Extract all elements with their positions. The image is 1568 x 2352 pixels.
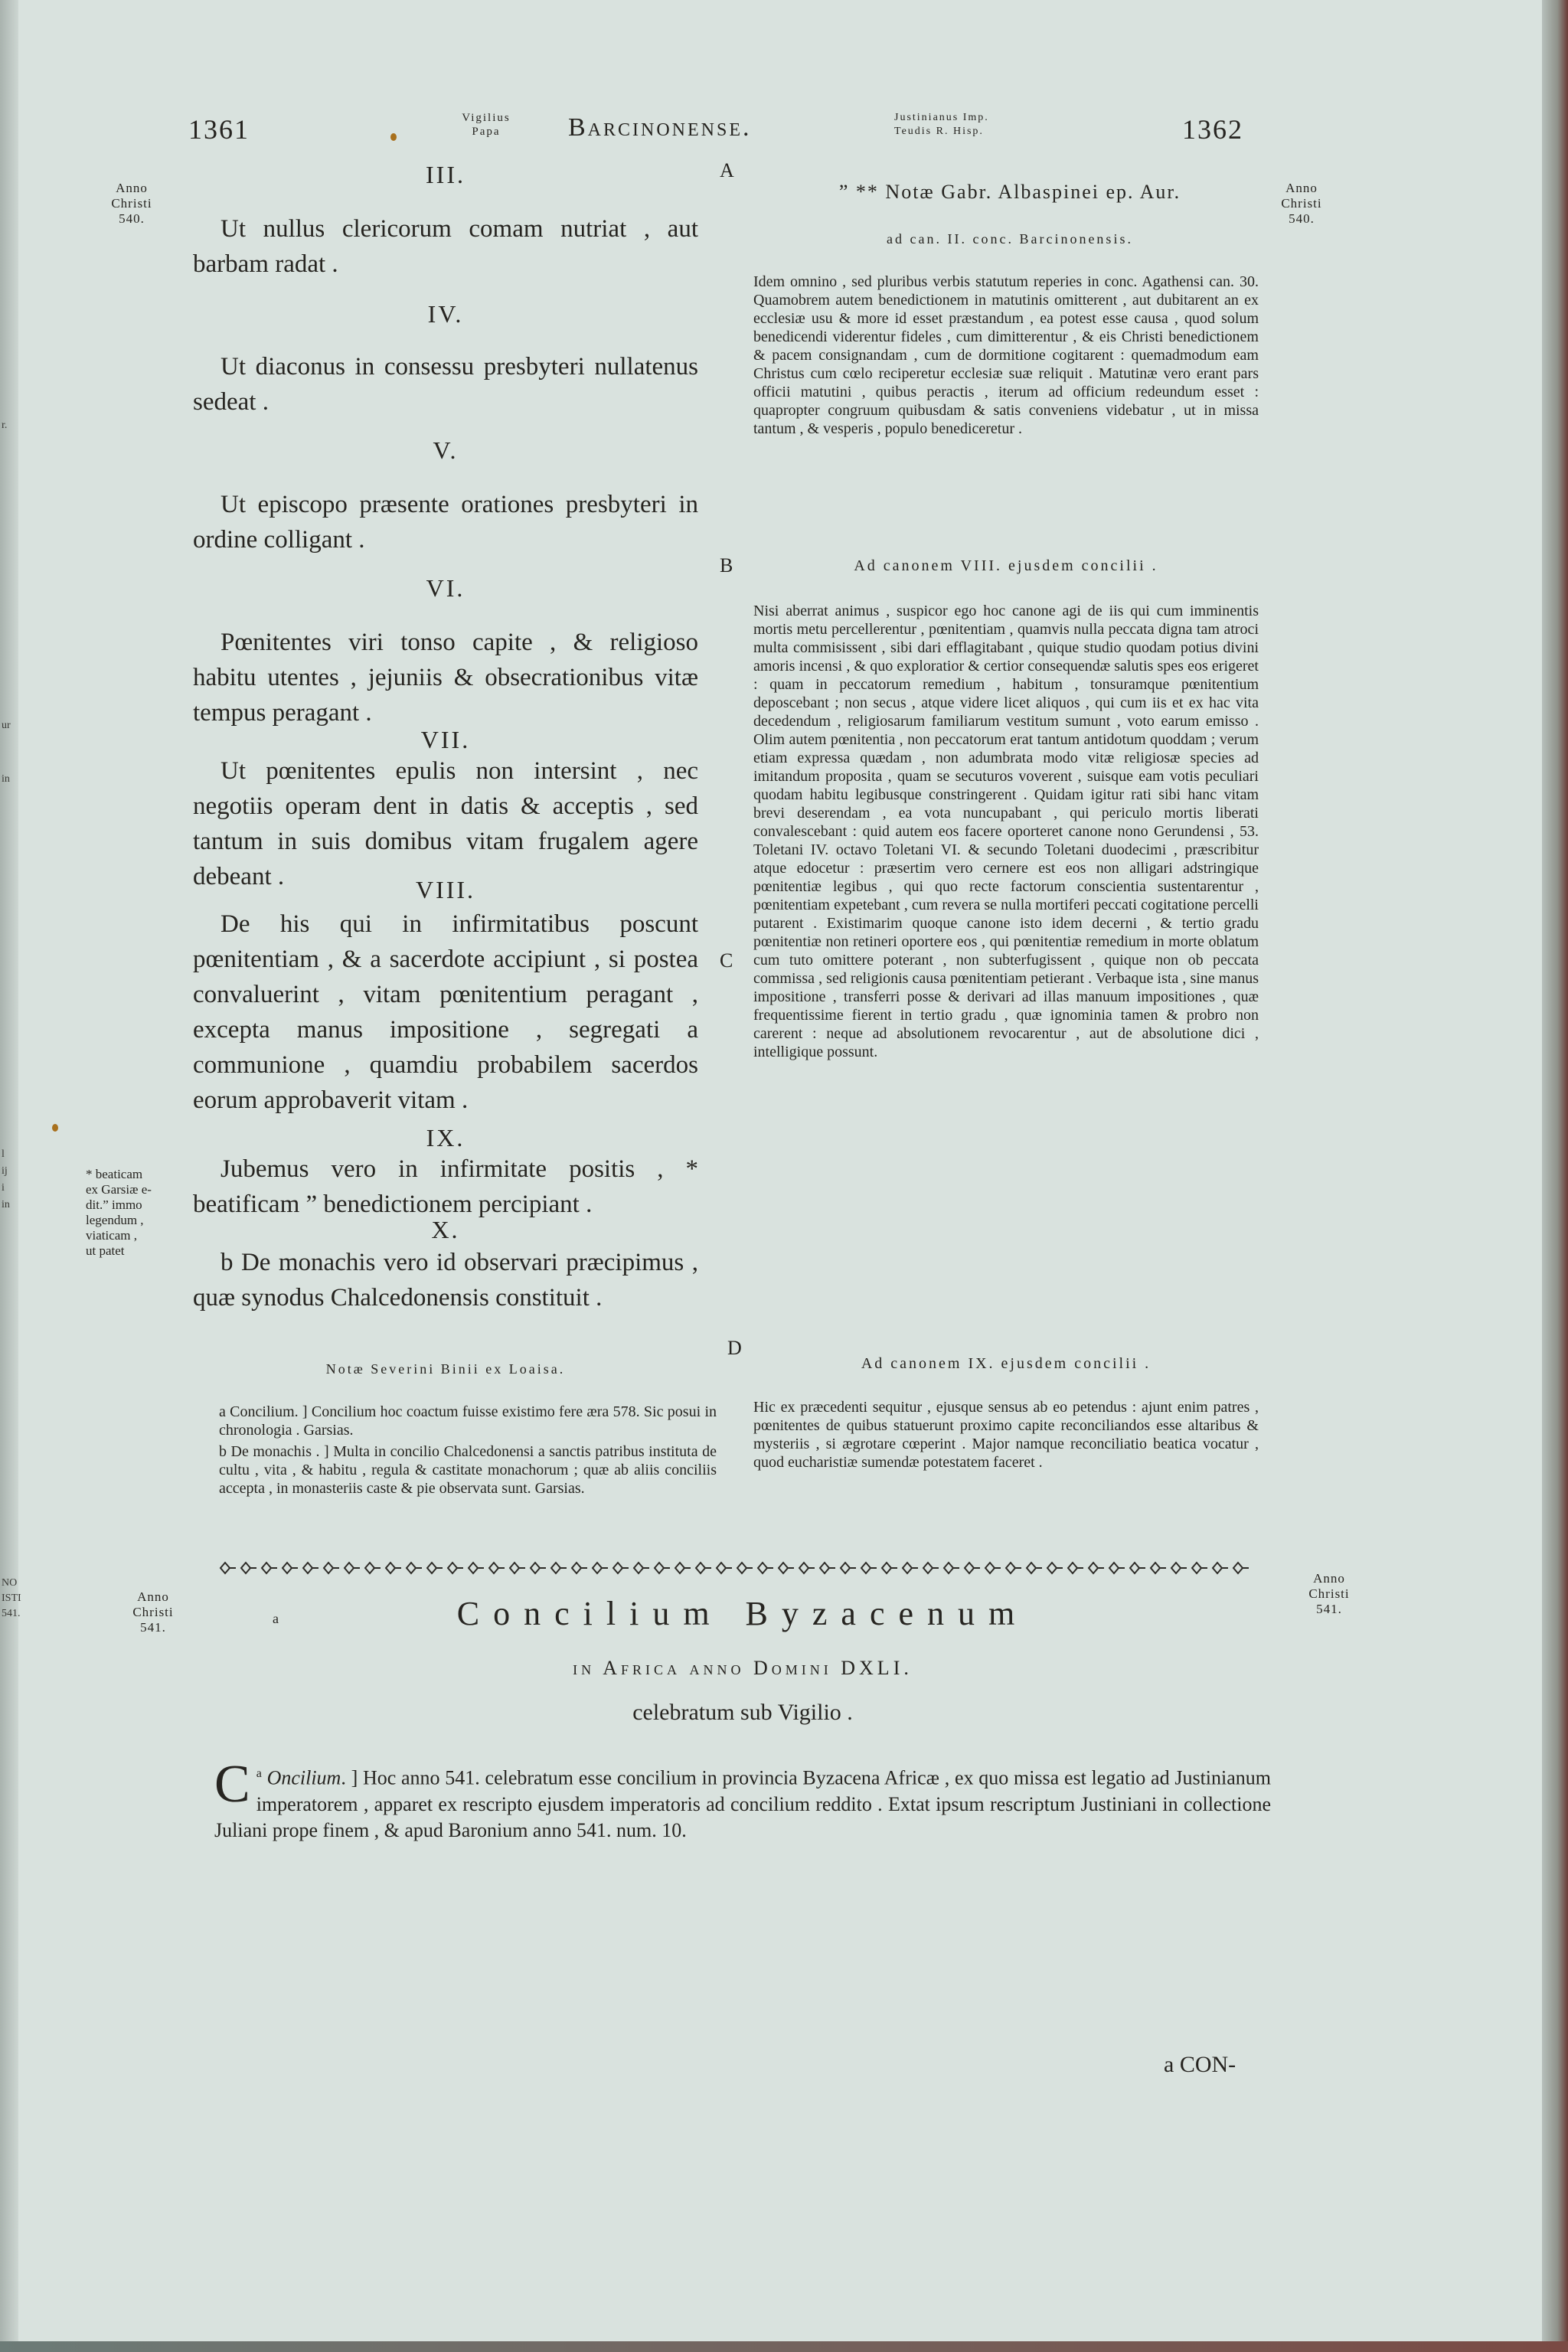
edge-fragment: i xyxy=(2,1182,5,1194)
council-note-text: . ] Hoc anno 541. celebratum esse concilium in provincia Byzacena Africæ , ex quo missa est legatio ad Justinianum imperatorem , apparet ex rescripto ejusdem imperatoris ad concilium reddito . Extat ipsum rescriptum Justiniani in collectione Juliani prope finem , & apud Baronium anno 541. num. 10. xyxy=(214,1766,1272,1841)
ornament-unit xyxy=(696,1563,711,1573)
albaspinei-subheading: ad can. II. conc. Barcinonensis. xyxy=(887,231,1133,247)
ornament-unit xyxy=(283,1563,298,1573)
canon-number: X. xyxy=(431,1216,460,1243)
margin-anno: Anno xyxy=(1285,181,1318,195)
ad-canonem-ix-note xyxy=(753,1398,1259,1475)
ink-spot xyxy=(390,133,397,141)
council-subtitle: in Africa anno Domini DXLI. xyxy=(573,1657,913,1679)
running-head-right-small xyxy=(894,111,1070,139)
ornament-unit xyxy=(861,1563,877,1573)
ornament-unit xyxy=(779,1563,794,1573)
margin-note-line: ut patet xyxy=(86,1243,125,1258)
council-note-lead: Oncilium xyxy=(266,1766,341,1789)
ornament-unit xyxy=(799,1563,815,1573)
section-letter-a: A xyxy=(720,159,734,181)
page-number-right: 1362 xyxy=(1182,114,1243,145)
canon-text: Ut nullus clericorum comam nutriat , aut barbam radat . xyxy=(193,215,698,278)
council-note-dropcap: C xyxy=(214,1755,250,1814)
ornament-unit xyxy=(345,1563,360,1573)
binii-note-b: b De monachis . ] Multa in concilio Chalcedonensi a sanctis patribus instituta de cultu , vita , & habitu , regula & castitate monachorum ; quæ ab aliis conciliis accepta , in monasteriis caste & pie observata sunt. Garsias. xyxy=(219,1443,717,1497)
ornament-unit xyxy=(469,1563,484,1573)
ornament-unit xyxy=(634,1563,649,1573)
canon-number: VIII. xyxy=(415,876,476,903)
ornament-unit xyxy=(944,1563,959,1573)
ornament-unit xyxy=(448,1563,463,1573)
margin-year-left-bottom xyxy=(107,1589,199,1635)
margin-christi: Christi xyxy=(111,196,152,211)
ornament-unit xyxy=(1171,1563,1187,1573)
running-head-right-line1: Justinianus Imp. xyxy=(894,112,989,123)
ornament-unit xyxy=(262,1563,277,1573)
ornament-unit xyxy=(241,1563,256,1573)
ornament-unit xyxy=(1233,1563,1249,1573)
margin-anno: Anno xyxy=(137,1589,169,1604)
running-head-title: Barcinonense. xyxy=(568,113,752,142)
ornament-unit xyxy=(365,1563,381,1573)
margin-year: 541. xyxy=(1316,1602,1342,1616)
running-head-right-line2: Teudis R. Hisp. xyxy=(894,126,984,137)
ornament-unit xyxy=(965,1563,980,1573)
ornament-unit xyxy=(551,1563,567,1573)
ornament-unit xyxy=(737,1563,753,1573)
margin-anno: Anno xyxy=(1313,1571,1345,1586)
edge-fragment: 541. xyxy=(2,1608,21,1619)
margin-year-right-top xyxy=(1256,181,1348,227)
ornament-unit xyxy=(1213,1563,1228,1573)
margin-note-line: * beaticam xyxy=(86,1167,143,1181)
ornament-unit xyxy=(1068,1563,1083,1573)
canon-number: VII. xyxy=(420,726,471,753)
edge-fragment: l xyxy=(2,1148,5,1160)
running-head-left-line2: Papa xyxy=(472,126,501,138)
margin-note-line: dit.” immo xyxy=(86,1197,142,1212)
ad-canonem-viii-note xyxy=(753,602,1259,1064)
ornament-unit xyxy=(841,1563,856,1573)
ornament-unit xyxy=(882,1563,897,1573)
canon-text: De his qui in infirmitatibus poscunt pœnitentiam , & a sacerdote accipiunt , si postea convaluerint , vitam pœnitentium peragant , excepta manus impositione , segregati a communione , quamdiu probabilem sacerdos eorum approbaverit vitam . xyxy=(193,910,698,1114)
canon-text: Ut episcopo præsente orationes presbyteri in ordine colligant . xyxy=(193,491,698,554)
ink-spot xyxy=(52,1124,58,1132)
ornament-unit xyxy=(303,1563,318,1573)
margin-christi: Christi xyxy=(132,1605,174,1619)
section-letter-b: B xyxy=(720,554,733,577)
margin-note-line: viaticam , xyxy=(86,1228,138,1243)
edge-fragment: in xyxy=(2,773,10,785)
ornament-unit xyxy=(985,1563,1001,1573)
margin-year-right-bottom xyxy=(1283,1571,1375,1617)
ornament-unit xyxy=(324,1563,339,1573)
ornament-unit xyxy=(1027,1563,1042,1573)
canon-number: V. xyxy=(433,436,459,464)
binii-notes-heading: Notæ Severini Binii ex Loaisa. xyxy=(325,1361,566,1377)
ornament-unit xyxy=(1192,1563,1207,1573)
margin-year: 541. xyxy=(140,1620,166,1635)
ornament-unit xyxy=(1089,1563,1104,1573)
council-note-mark: a xyxy=(256,1767,262,1780)
ornament-unit xyxy=(820,1563,835,1573)
ornament-unit xyxy=(489,1563,505,1573)
canon-text: b De monachis vero id observari præcipimus , quæ synodus Chalcedonensis constituit . xyxy=(193,1249,698,1312)
ornament-unit xyxy=(572,1563,587,1573)
canon-number: IV. xyxy=(427,300,464,328)
page-bottom-edge xyxy=(0,2341,1568,2352)
canon-number: IX. xyxy=(426,1124,466,1152)
margin-year-left-top xyxy=(86,181,178,227)
edge-fragment: ur xyxy=(2,720,11,731)
ornament-unit xyxy=(510,1563,525,1573)
ornament-unit xyxy=(427,1563,443,1573)
ornament-unit xyxy=(923,1563,939,1573)
edge-fragment: r. xyxy=(2,420,8,431)
margin-year: 540. xyxy=(119,211,145,226)
page-edge xyxy=(1542,0,1568,2352)
ad-canonem-ix-heading: Ad canonem IX. ejusdem concilii . xyxy=(861,1355,1152,1372)
binii-note-a: a Concilium. ] Concilium hoc coactum fuisse existimo fere æra 578. Sic posui in chronologia . Garsias. xyxy=(219,1403,717,1439)
canon-number: III. xyxy=(426,161,466,188)
edge-fragment: ISTI xyxy=(2,1592,21,1604)
canon-number: VI. xyxy=(426,574,466,602)
catchword: a CON- xyxy=(1164,2052,1236,2077)
canon-text: Jubemus vero in infirmitate positis , * beatificam ” benedictionem percipiant . xyxy=(193,1155,698,1218)
running-head-left-line1: Vigilius xyxy=(462,112,511,124)
ad-canonem-viii-text: Nisi aberrat animus , suspicor ego hoc canone agi de iis qui cum imminentis mortis metu percellerentur , pœnitentiam , quamvis nulla peccata digna tam atroci multa commisissent , sibi dari efflagitabant , quique studio quodam potius divini amoris incensi , & quo exploratior & certior consequendæ salutis spes eos erigeret : quam in peccatorum remedium , habitum , tonsuramque pœnitentium deposcebant ; non secus , atque videre licet aliquos , qui cum iis et ex hac vita decedendum , religiosarum familiarum vestitum sumunt , voto earum emisso . Olim autem pœnitentia , non peccatorum erat tantum antidotum quoddam ; verum etiam expressa quædam , non adumbrata modo vitæ religiosæ species ad imitandum proposita , quam se secuturos voverent , suisque eam votis peculiari quodam habitu legibusque constringerent . Quidam igitur rati sibi hanc vitam brevi deserendam , ea vota nuncupabant , qui periculo mortis liberati convalescebant : quid autem eos facere oporteret canone nono Gerundensi , 53. Toletani IV. octavo Toletani VI. & secundo Toletani duodecimi , præscribitur atque edocetur : præsertim vero cernere est eos non alligari adstringique pœnitentiæ legibus , qui quo recte factorum conscientia sustentarentur , pœnitentiam expetebant , cum revera se nulla mortiferi peccati cogitatione percelli putarent . Existimarim quoque canone isto idem decerni , & tertio gradu pœnitentiæ non retineri oportere eos , qui pœnitentiæ remedium in morte oblatum cum tuto omittere poterant , non subterfugissent , quique non ob peccata commissa , sed religionis causa pœnitentiam petierant . Verbaque ista , sine manus impositione , transferri posse & derivari ad illas manuum impositiones , quæ frequentissime fierent in tertio gradu , quæ ignominia tamen & probro non carerent : neque ad absolutionem revocarentur , aut de absolutione dici , intelligique possunt. xyxy=(753,603,1259,1060)
ad-canonem-viii-heading: Ad canonem VIII. ejusdem concilii . xyxy=(854,557,1158,574)
ornament-unit xyxy=(1006,1563,1021,1573)
albaspinei-text: Idem omnino , sed pluribus verbis statutum reperies in conc. Agathensi can. 30. Quamobrem autem benedictionem in matutinis omitterent , aut dubitarent an ex ecclesiæ usu & more id esset præstandum , ea potest esse causa , quod solum benedicendi viderentur fideles , cum dimitterentur , & eis Christi benedictionem & pacem consignandam , cum de dormitione cogitarent : quemadmodum eam Christus cum cœlo reciperetur ecclesiæ suæ reliquit . Matutinæ vero erant pars officii matutini , quibus peractis , iterum ad officium redeundum esset : quapropter congruum quibusdam & satis conveniens videbatur , ut in missa tantum , & vesperis , populo benediceretur . xyxy=(753,273,1259,437)
section-letter-c: C xyxy=(720,949,733,972)
ornament-unit xyxy=(386,1563,401,1573)
margin-note-beaticam xyxy=(86,1167,193,1259)
edge-fragment: in xyxy=(2,1199,10,1210)
edge-fragment: NO xyxy=(2,1577,18,1589)
ornament-unit xyxy=(220,1563,236,1573)
decorative-ornament-rule xyxy=(214,1559,1256,1577)
ornament-unit xyxy=(675,1563,691,1573)
ornament-unit xyxy=(613,1563,629,1573)
canon-text: Ut diaconus in consessu presbyteri nullatenus sedeat . xyxy=(193,353,698,416)
albaspinei-heading: ” ** Notæ Gabr. Albaspinei ep. Aur. xyxy=(838,181,1181,203)
ornament-unit xyxy=(1109,1563,1125,1573)
ornament-unit xyxy=(407,1563,422,1573)
margin-note-line: legendum , xyxy=(86,1213,144,1227)
albaspinei-note xyxy=(753,273,1259,441)
council-title: Concilium Byzacenum xyxy=(456,1595,1029,1632)
section-letter-d: D xyxy=(727,1337,742,1359)
ornament-unit xyxy=(1130,1563,1145,1573)
margin-note-line: ex Garsiæ e- xyxy=(86,1182,152,1197)
canon-text: Pœnitentes viri tonso capite , & religioso habitu utentes , jejuniis & obsecrationibus vitæ tempus peragant . xyxy=(193,629,698,727)
ornament-unit xyxy=(655,1563,670,1573)
margin-christi: Christi xyxy=(1281,196,1322,211)
council-note xyxy=(214,1755,1272,1844)
margin-year: 540. xyxy=(1289,211,1315,226)
ornament-unit xyxy=(758,1563,773,1573)
running-head-left-small xyxy=(429,111,544,139)
edge-fragment: ij xyxy=(2,1165,8,1177)
ornament-unit xyxy=(1047,1563,1063,1573)
binii-notes xyxy=(219,1403,717,1501)
council-subtitle-2: celebratum sub Vigilio . xyxy=(632,1700,853,1725)
margin-anno: Anno xyxy=(116,181,148,195)
ornament-unit xyxy=(717,1563,732,1573)
ornament-unit xyxy=(593,1563,608,1573)
canon-text: Ut pœnitentes epulis non intersint , nec negotiis operam dent in datis & acceptis , sed tantum in suis domibus vitam frugalem agere debeant . xyxy=(193,757,698,890)
margin-christi: Christi xyxy=(1308,1586,1350,1601)
ornament-unit xyxy=(903,1563,918,1573)
page-number-left: 1361 xyxy=(188,114,250,145)
ornament-unit xyxy=(531,1563,546,1573)
ornament-unit xyxy=(1151,1563,1166,1573)
council-title-mark: a xyxy=(273,1611,279,1626)
ad-canonem-ix-text: Hic ex præcedenti sequitur , ejusque sensus ab eo petendus : ajunt enim patres , pœnitentes de quibus statuerunt proximo capite reconciliandos esse altaribus & mysteriis , si ægrotare cœperint . Major namque reconciliatio beatica vocatur , quod eucharistiæ sumendæ potestatem faceret . xyxy=(753,1399,1259,1471)
